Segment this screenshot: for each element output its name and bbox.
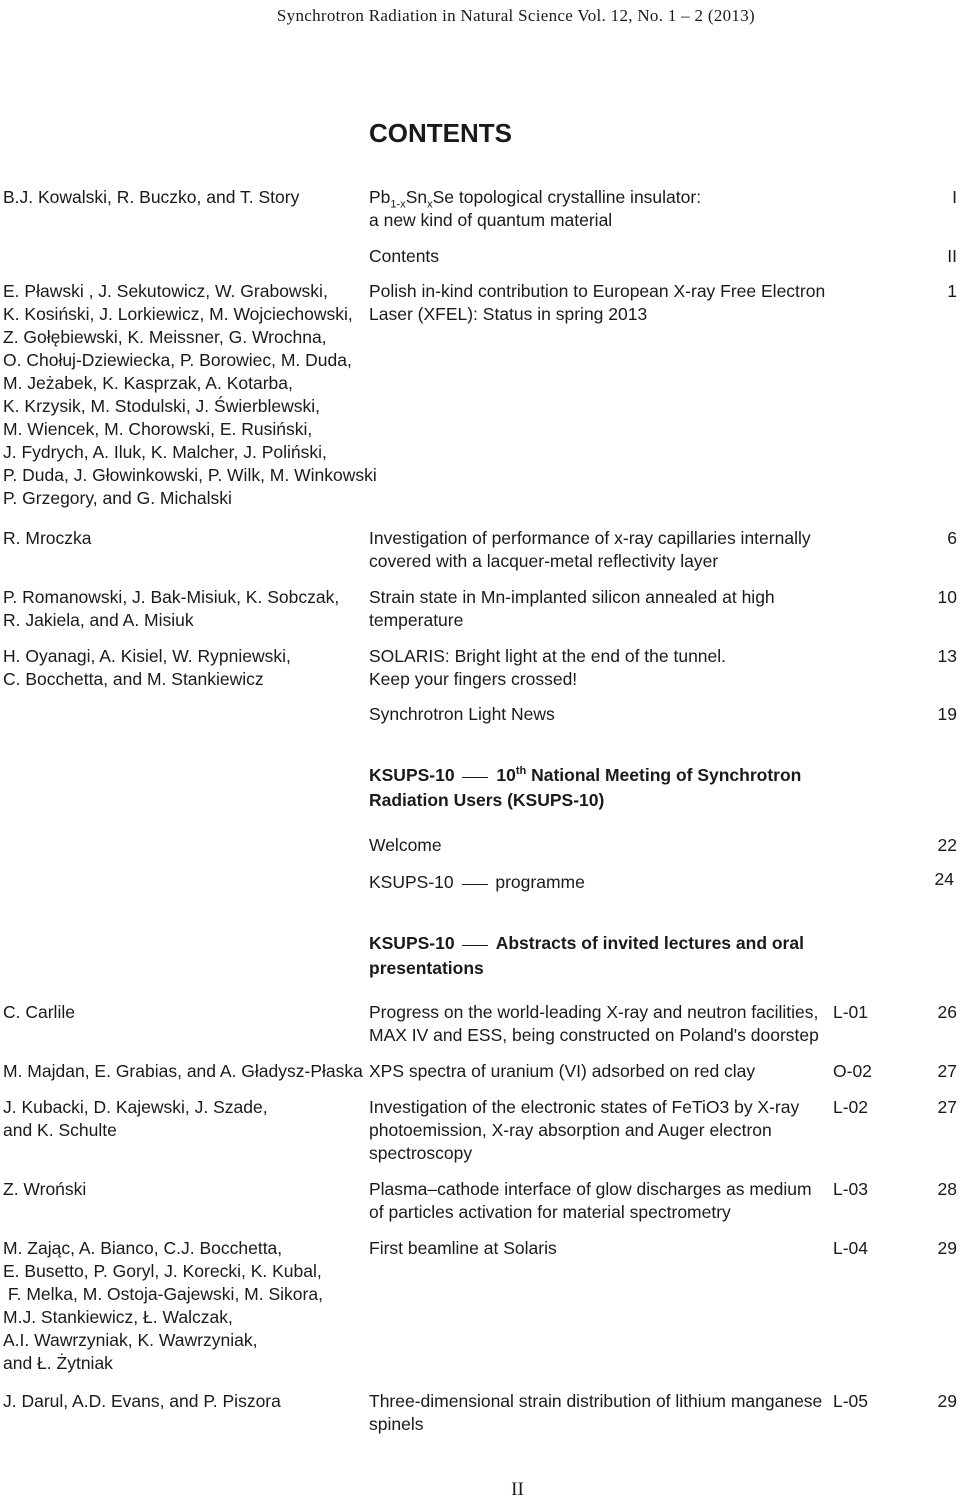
page-title: CONTENTS <box>369 118 512 148</box>
entry-code: L-03 <box>833 1179 869 1199</box>
section-heading: KSUPS-10 10th National Meeting of Synchrotron Radiation Users (KSUPS-10) <box>369 765 802 811</box>
entry-authors: J. Kubacki, D. Kajewski, J. Szade, and K. Schulte <box>3 1097 268 1140</box>
entry-page: 10 <box>937 587 957 607</box>
entry-title: Three-dimensional strain distribution of lithium manganese spinels <box>369 1391 823 1434</box>
entry-authors: Z. Wroński <box>3 1179 87 1199</box>
dash-glyph <box>459 872 491 895</box>
entry-page: 24 <box>934 869 954 889</box>
entry-authors: M. Zając, A. Bianco, C.J. Bocchetta, E. Busetto, P. Goryl, J. Korecki, K. Kubal, F. Melka, M. Ostoja-Gajewski, M. Sikora, M.J. Stankiewicz, Ł. Walczak, A.I. Wawrzyniak, K. Wawrzyniak, and Ł. Żytniak <box>3 1238 323 1373</box>
running-header: Synchrotron Radiation in Natural Science Vol. 12, No. 1 – 2 (2013) <box>276 6 755 25</box>
entry-authors: E. Pławski , J. Sekutowicz, W. Grabowski, K. Kosiński, J. Lorkiewicz, M. Wojciechowski, Z. Gołębiewski, K. Meissner, G. Wrochna, O. Chołuj-Dziewiecka, P. Borowiec, M. Duda, M. Jeżabek, K. Kasprzak, A. Kotarba, K. Krzysik, M. Stodulski, J. Świerblewski, M. Wiencek, M. Chorowski, E. Rusiński, J. Fydrych, A. Iluk, K. Malcher, J. Poliński, P. Duda, J. Głowinkowski, P. Wilk, M. Winkowski P. Grzegory, and G. Michalski <box>3 281 377 508</box>
entry-page: 28 <box>937 1179 957 1199</box>
entry-page: 26 <box>937 1002 957 1022</box>
entry-page: 29 <box>937 1391 957 1411</box>
entry-page: 13 <box>937 646 957 666</box>
entry-title: SOLARIS: Bright light at the end of the tunnel. Keep your fingers crossed! <box>369 646 727 689</box>
entry-title: XPS spectra of uranium (VI) adsorbed on red clay <box>369 1061 756 1081</box>
dash-glyph <box>459 764 491 788</box>
entry-title: KSUPS-10 programme <box>369 871 585 895</box>
entry-page: 22 <box>937 835 957 855</box>
entry-page: 1 <box>947 281 957 301</box>
entry-title: Investigation of the electronic states of FeTiO3 by X-ray photoemission, X-ray absorption and Auger electron spectroscopy <box>369 1097 800 1163</box>
entry-title: Progress on the world-leading X-ray and neutron facilities, MAX IV and ESS, being constructed on Poland's doorstep <box>369 1002 819 1045</box>
entry-title: First beamline at Solaris <box>369 1238 557 1258</box>
entry-authors: H. Oyanagi, A. Kisiel, W. Rypniewski, C. Bocchetta, and M. Stankiewicz <box>3 646 291 689</box>
entry-authors: J. Darul, A.D. Evans, and P. Piszora <box>3 1391 281 1411</box>
entry-code: O-02 <box>833 1061 872 1081</box>
entry-authors: M. Majdan, E. Grabias, and A. Gładysz-Płaska <box>3 1061 363 1081</box>
entry-title: $Pb_{1-x}Sn_xSe$ topological crystalline insulator: a new kind of quantum material <box>369 187 702 230</box>
entry-title: Welcome <box>369 835 442 855</box>
entry-page: 27 <box>937 1061 957 1081</box>
entry-code: L-02 <box>833 1097 869 1117</box>
entry-title: Synchrotron Light News <box>369 704 555 724</box>
entry-page: 29 <box>937 1238 957 1258</box>
entry-authors: C. Carlile <box>3 1002 75 1022</box>
dash-glyph <box>459 932 491 956</box>
entry-code: L-01 <box>833 1002 869 1022</box>
entry-title: Polish in-kind contribution to European X-ray Free Electron Laser (XFEL): Status in spring 2013 <box>369 281 826 324</box>
section-heading: KSUPS-10 Abstracts of invited lectures and oral presentations <box>369 933 804 979</box>
entry-title: Plasma–cathode interface of glow discharges as medium of particles activation for material spectrometry <box>369 1179 812 1222</box>
entry-page: 19 <box>937 704 957 724</box>
entry-title: Strain state in Mn-implanted silicon annealed at high temperature <box>369 587 775 630</box>
entry-title: Contents <box>369 246 440 266</box>
entry-page: 6 <box>947 528 957 548</box>
entry-authors: B.J. Kowalski, R. Buczko, and T. Story <box>3 187 300 207</box>
entry-page: I <box>952 187 957 207</box>
entry-code: L-04 <box>833 1238 869 1258</box>
entry-page: II <box>947 246 957 266</box>
entry-title: Investigation of performance of x-ray capillaries internally covered with a lacquer-metal reflectivity layer <box>369 528 811 571</box>
page-number: II <box>511 1479 524 1500</box>
entry-authors: P. Romanowski, J. Bak-Misiuk, K. Sobczak, R. Jakiela, and A. Misiuk <box>3 587 340 630</box>
entry-code: L-05 <box>833 1391 869 1411</box>
entry-page: 27 <box>937 1097 957 1117</box>
entry-authors: R. Mroczka <box>3 528 92 548</box>
